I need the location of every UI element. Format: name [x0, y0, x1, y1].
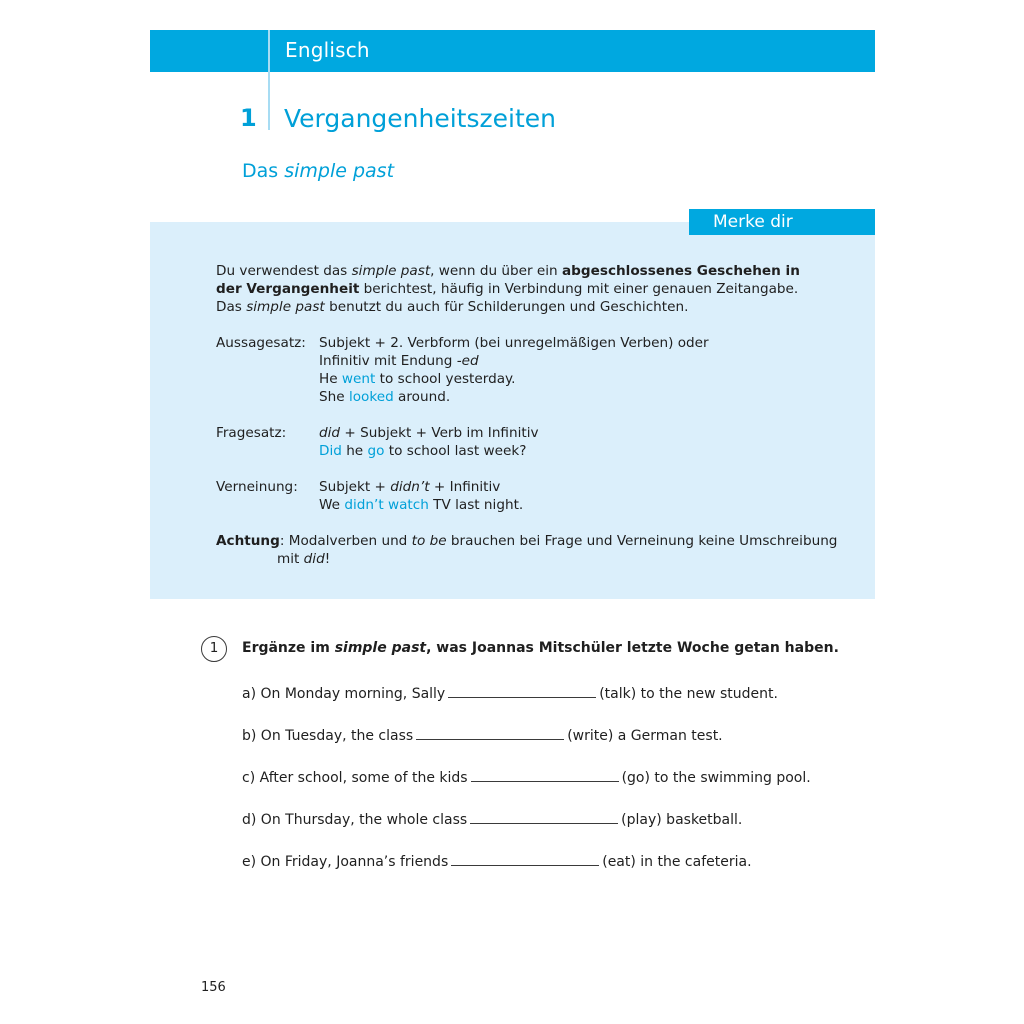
aussagesatz-rule-1: Subjekt + 2. Verbform (bei unregelmäßigen Verben) oder: [319, 335, 709, 351]
chapter-number: 1: [240, 104, 257, 132]
answer-blank-b[interactable]: [416, 725, 564, 740]
exercise-item-a: a) On Monday morning, Sally (talk) to the new student.: [242, 683, 778, 702]
verneinung-label: Verneinung:: [216, 479, 298, 495]
rule-box: [150, 222, 875, 599]
aussagesatz-label: Aussagesatz:: [216, 335, 306, 351]
header-divider: [268, 30, 270, 130]
answer-blank-d[interactable]: [470, 809, 618, 824]
section-subtitle: Das simple past: [242, 160, 395, 182]
verneinung-example: We didn’t watch TV last night.: [319, 497, 524, 513]
fragesatz-example: Did he go to school last week?: [319, 443, 527, 459]
answer-blank-c[interactable]: [471, 767, 619, 782]
exercise-item-d: d) On Thursday, the whole class (play) basketball.: [242, 809, 742, 828]
aussagesatz-example-1: He went to school yesterday.: [319, 371, 516, 387]
achtung-line-2: mit did!: [277, 551, 331, 567]
aussagesatz-example-2: She looked around.: [319, 389, 451, 405]
exercise-item-b: b) On Tuesday, the class (write) a German test.: [242, 725, 723, 744]
exercise-item-e: e) On Friday, Joanna’s friends (eat) in the cafeteria.: [242, 851, 752, 870]
merke-dir-tab: Merke dir: [689, 209, 875, 235]
verneinung-rule: Subjekt + didn’t + Infinitiv: [319, 479, 501, 495]
aussagesatz-rule-2: Infinitiv mit Endung -ed: [319, 353, 479, 369]
exercise-number-badge: 1: [201, 636, 227, 662]
subject-title: Englisch: [285, 38, 370, 62]
answer-blank-e[interactable]: [451, 851, 599, 866]
page-number: 156: [201, 980, 226, 995]
achtung-line-1: Achtung: Modalverben und to be brauchen bei Frage und Verneinung keine Umschreibung: [216, 533, 838, 549]
exercise-instruction: Ergänze im simple past, was Joannas Mitschüler letzte Woche getan haben.: [242, 640, 839, 656]
intro-line-1: Du verwendest das simple past, wenn du über ein abgeschlossenes Geschehen in: [216, 263, 800, 279]
chapter-title: Vergangenheitszeiten: [284, 104, 556, 133]
exercise-item-c: c) After school, some of the kids (go) to the swimming pool.: [242, 767, 811, 786]
subject-header-bar: [150, 30, 875, 72]
fragesatz-rule: did + Subjekt + Verb im Infinitiv: [319, 425, 539, 441]
answer-blank-a[interactable]: [448, 683, 596, 698]
fragesatz-label: Fragesatz:: [216, 425, 287, 441]
intro-line-2: der Vergangenheit berichtest, häufig in Verbindung mit einer genauen Zeitangabe.: [216, 281, 799, 297]
intro-line-3: Das simple past benutzt du auch für Schilderungen und Geschichten.: [216, 299, 689, 315]
